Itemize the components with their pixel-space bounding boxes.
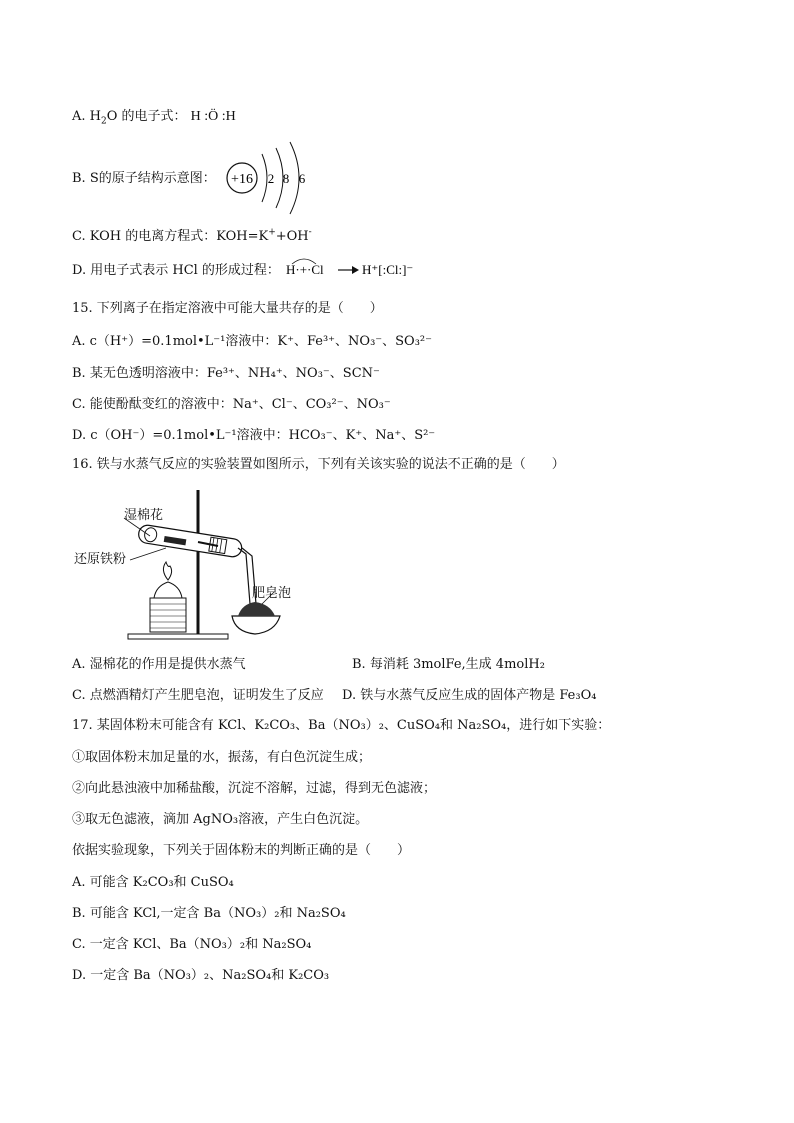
hcl-right-side: H⁺[:Cl:]⁻ (362, 262, 414, 277)
q15-option-a: A. c（H⁺）=0.1mol•L⁻¹溶液中：K⁺、Fe³⁺、NO₃⁻、SO₃²⁻ (72, 334, 432, 349)
q17-option-d: D. 一定含 Ba（NO₃）₂、Na₂SO₄和 K₂CO₃ (72, 968, 330, 983)
h2o-electron-formula: H :Ö :H (190, 109, 236, 124)
q14-option-d: D. 用电子式表示 HCl 的形成过程： (72, 263, 280, 278)
q17-step-2: ②向此悬浊液中加稀盐酸，沉淀不溶解，过滤，得到无色滤液； (72, 781, 437, 796)
q17-stem: 17. 某固体粉末可能含有 KCl、K₂CO₃、Ba（NO₃）₂、CuSO₄和 Na₂SO₄，进行如下实验： (72, 718, 611, 733)
q15-option-c: C. 能使酚酞变红的溶液中：Na⁺、Cl⁻、CO₃²⁻、NO₃⁻ (72, 397, 391, 412)
q14-option-a: A. $H_2O$ 的电子式： H :Ö :H (72, 109, 236, 127)
nucleus-label: +16 (231, 172, 253, 187)
q16-option-d: D. 铁与水蒸气反应生成的固体产物是 Fe₃O₄ (342, 688, 597, 703)
q17-option-c: C. 一定含 KCl、Ba（NO₃）₂和 Na₂SO₄ (72, 937, 312, 952)
q14-option-c: C. KOH 的电离方程式：KOH=K++OH- (72, 227, 312, 244)
label-soap-bubbles: 肥皂泡 (252, 586, 292, 601)
q15-option-d: D. c（OH⁻）=0.1mol•L⁻¹溶液中：HCO₃⁻、K⁺、Na⁺、S²⁻ (72, 428, 436, 443)
shell-2-count: 8 (282, 171, 290, 186)
q16-option-c: C. 点燃酒精灯产生肥皂泡，证明发生了反应 (72, 688, 324, 703)
q17-step-1: ①取固体粉末加足量的水，振荡，有白色沉淀生成； (72, 750, 372, 765)
q16-option-b: B. 每消耗 3molFe,生成 4molH₂ (352, 657, 545, 672)
q16-stem: 16. 铁与水蒸气反应的实验装置如图所示，下列有关该实验的说法不正确的是（ ） (72, 457, 565, 472)
shell-1-count: 2 (267, 171, 275, 186)
q15-stem: 15. 下列离子在指定溶液中可能大量共存的是（ ） (72, 301, 383, 316)
q16-option-a: A. 湿棉花的作用是提供水蒸气 (72, 657, 246, 672)
q17-option-a: A. 可能含 K₂CO₃和 CuSO₄ (72, 875, 234, 890)
sulfur-atom-structure-diagram (220, 140, 320, 218)
q15-option-b: B. 某无色透明溶液中：Fe³⁺、NH₄⁺、NO₃⁻、SCN⁻ (72, 366, 380, 381)
q14-option-b: B. S的原子结构示意图： (72, 171, 216, 186)
q17-question: 依据实验现象，下列关于固体粉末的判断正确的是（ ） (72, 843, 411, 858)
label-wet-cotton: 湿棉花 (124, 508, 164, 523)
q17-option-b: B. 可能含 KCl,一定含 Ba（NO₃）₂和 Na₂SO₄ (72, 906, 346, 921)
hcl-formation-diagram (284, 256, 434, 284)
hcl-left-side: H·+·Cl (286, 262, 324, 277)
q17-step-3: ③取无色滤液，滴加 AgNO₃溶液，产生白色沉淀。 (72, 812, 369, 827)
shell-3-count: 6 (298, 171, 306, 186)
label-reduced-iron-powder: 还原铁粉 (74, 552, 127, 567)
